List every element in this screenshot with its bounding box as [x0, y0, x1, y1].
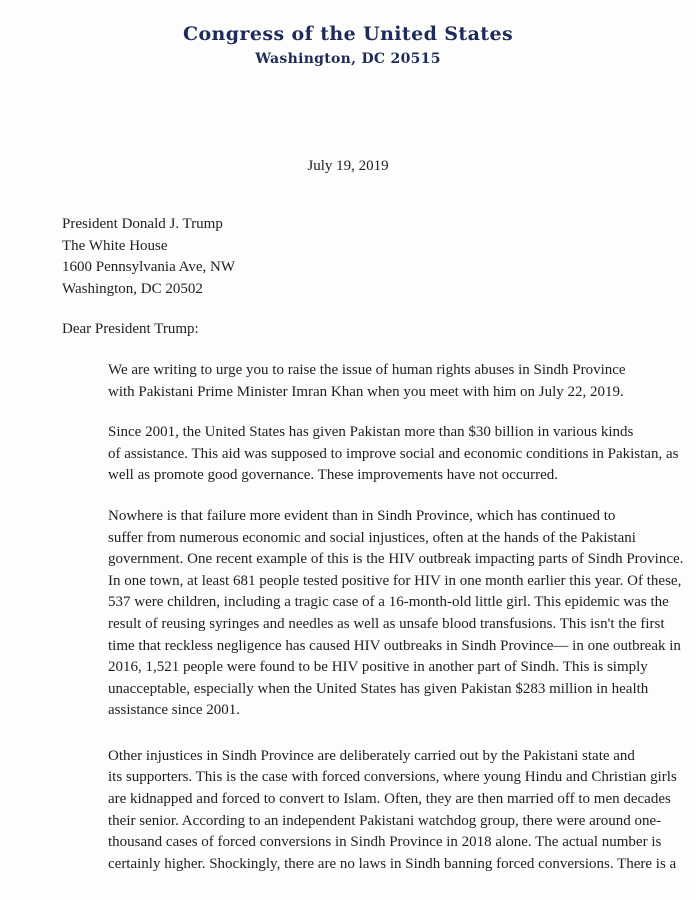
text-line: We are writing to urge you to raise the issue of human rights abuses in Sindh Province	[108, 361, 626, 378]
recipient-line: Washington, DC 20502	[62, 280, 203, 297]
text-line: Since 2001, the United States has given Pakistan more than $30 billion in various kinds	[108, 424, 634, 441]
letter-body	[62, 214, 684, 875]
recipient-line: The White House	[62, 237, 168, 254]
recipient-address	[62, 214, 640, 300]
text-line: well as promote good governance. These improvements have not occurred.	[108, 467, 558, 484]
text-line: Nowhere is that failure more evident than in Sindh Province, which has continued to	[108, 507, 616, 524]
text-line: time that reckless negligence has caused HIV outbreaks in Sindh Province— in one outbreak in	[108, 637, 681, 654]
text-line: are kidnapped and forced to convert to Islam. Often, they are then married off to men decades	[108, 791, 671, 808]
paragraph-3	[62, 506, 684, 722]
salutation: Dear President Trump:	[62, 321, 199, 338]
text-line: government. One recent example of this is the HIV outbreak impacting parts of Sindh Province.	[108, 551, 684, 568]
text-line: 2016, 1,521 people were found to be HIV positive in another part of Sindh. This is simply	[108, 659, 648, 676]
text-line: unacceptable, especially when the United States has given Pakistan $283 million in health	[108, 680, 649, 697]
text-line: certainly higher. Shockingly, there are no laws in Sindh banning forced conversions. There is a	[108, 855, 677, 872]
paragraph-4	[62, 746, 677, 876]
text-line: 537 were children, including a tragic case of a 16-month-old little girl. This epidemic was the	[108, 594, 669, 611]
text-line: thousand cases of forced conversions in Sindh Province in 2018 alone. The actual number is	[108, 834, 662, 851]
text-line: result of reusing syringes and needles as well as unsafe blood transfusions. This isn't the first	[108, 615, 665, 632]
text-line: its supporters. This is the case with forced conversions, where young Hindu and Christian girls	[108, 769, 677, 786]
text-line: assistance since 2001.	[108, 702, 241, 719]
letter-date: July 19, 2019	[307, 158, 389, 174]
text-line: In one town, at least 681 people tested positive for HIV in one month earlier this year. Of these,	[108, 572, 682, 589]
paragraph-1	[62, 360, 640, 403]
paragraph-2	[62, 422, 679, 487]
letterhead	[0, 22, 696, 68]
letterhead-address: Washington, DC 20515	[255, 51, 441, 67]
text-line: of assistance. This aid was supposed to improve social and economic conditions in Pakistan, as	[108, 445, 679, 462]
text-line: Other injustices in Sindh Province are deliberately carried out by the Pakistani state and	[108, 747, 635, 764]
recipient-line: 1600 Pennsylvania Ave, NW	[62, 259, 236, 276]
text-line: suffer from numerous economic and social injustices, often at the hands of the Pakistani	[108, 529, 636, 546]
text-line: their senior. According to an independent Pakistani watchdog group, there were around one-	[108, 812, 662, 829]
letterhead-title: Congress of the United States	[182, 23, 514, 45]
text-line: with Pakistani Prime Minister Imran Khan when you meet with him on July 22, 2019.	[108, 383, 624, 400]
recipient-line: President Donald J. Trump	[62, 216, 223, 232]
